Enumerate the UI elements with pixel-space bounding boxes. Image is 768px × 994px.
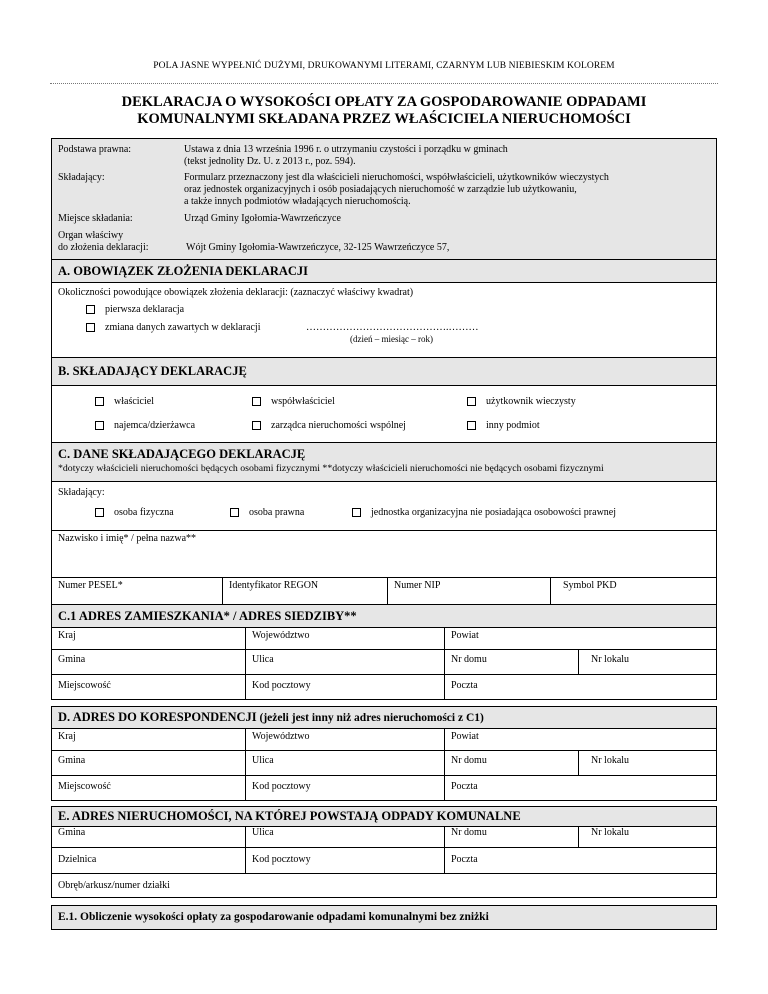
option-label: najemca/dzierżawca: [114, 420, 196, 431]
checkbox-icon[interactable]: [230, 508, 239, 517]
checkbox-icon[interactable]: [467, 397, 476, 406]
c1-miejscowosc-field[interactable]: [51, 674, 246, 700]
e-nr-lokalu-field[interactable]: [578, 826, 717, 848]
option-wlasciciel[interactable]: [95, 396, 154, 407]
section-a-intro: Okoliczności powodujące obowiązek złożenia deklaracji: (zaznaczyć właściwy kwadrat): [58, 287, 414, 298]
podstawa-line-1: Ustawa z dnia 13 września 1996 r. o utrzymaniu czystości i porządku w gminach: [184, 144, 508, 155]
field-label: Ulica: [252, 654, 274, 665]
option-label: jednostka organizacyjna nie posiadająca osobowości prawnej: [371, 507, 617, 518]
section-e1-header: [51, 905, 717, 930]
checkbox-icon[interactable]: [467, 421, 476, 430]
c1-kod-field[interactable]: [245, 674, 445, 700]
d-ulica-field[interactable]: [245, 750, 445, 776]
field-label: Kraj: [58, 630, 76, 641]
name-label: Nazwisko i imię* / pełna nazwa**: [58, 533, 197, 544]
podstawa-label: Podstawa prawna:: [58, 144, 132, 155]
field-label: Gmina: [58, 755, 86, 766]
nip-field[interactable]: [387, 577, 551, 605]
field-label: Nr lokalu: [591, 755, 630, 766]
skladajacy-line-2: oraz jednostek organizacyjnych i osób posiadających nieruchomość w zarządzie lub użytkowaniu,: [184, 184, 577, 195]
section-e1-title: E.1. Obliczenie wysokości opłaty za gospodarowanie odpadami komunalnymi bez zniżki: [58, 911, 489, 923]
option-label: zmiana danych zawartych w deklaracji: [105, 322, 261, 333]
miejsce-label: Miejsce składania:: [58, 213, 133, 224]
field-label: Gmina: [58, 654, 86, 665]
option-label: właściciel: [114, 396, 154, 407]
field-label: Nr domu: [451, 755, 487, 766]
field-label: Powiat: [451, 731, 479, 742]
e-dzielnica-field[interactable]: [51, 847, 246, 874]
organ-value: Wójt Gminy Igołomia-Wawrzeńczyce, 32-125 Wawrzeńczyce 57,: [186, 242, 450, 253]
d-kod-field[interactable]: [245, 775, 445, 801]
d-gmina-field[interactable]: [51, 750, 246, 776]
field-label: Dzielnica: [58, 854, 97, 865]
option-osoba-fizyczna[interactable]: [95, 507, 174, 518]
skladajacy-line-3: a także innych podmiotów władających nieruchomością.: [184, 196, 411, 207]
option-inny-podmiot[interactable]: [467, 420, 540, 431]
checkbox-icon[interactable]: [86, 305, 95, 314]
e-poczta-field[interactable]: [444, 847, 717, 874]
option-pierwsza-deklaracja[interactable]: [86, 304, 184, 315]
field-label: Kod pocztowy: [252, 854, 311, 865]
c1-wojewodztwo-field[interactable]: [245, 627, 445, 650]
c1-poczta-field[interactable]: [444, 674, 717, 700]
checkbox-icon[interactable]: [95, 508, 104, 517]
option-jednostka-organizacyjna[interactable]: [352, 507, 616, 518]
field-label: Nr domu: [451, 827, 487, 838]
c1-powiat-field[interactable]: [444, 627, 717, 650]
checkbox-icon[interactable]: [95, 421, 104, 430]
c1-kraj-field[interactable]: [51, 627, 246, 650]
name-field[interactable]: [51, 530, 717, 578]
option-wspolwlasciciel[interactable]: [252, 396, 335, 407]
d-wojewodztwo-field[interactable]: [245, 728, 445, 751]
c1-nr-domu-field[interactable]: [444, 649, 579, 675]
e-obreb-field[interactable]: [51, 873, 717, 898]
section-c1-header: [51, 604, 717, 628]
c1-nr-lokalu-field[interactable]: [578, 649, 717, 675]
field-label: Kod pocztowy: [252, 781, 311, 792]
field-label: Kraj: [58, 731, 76, 742]
field-label: Nr lokalu: [591, 654, 630, 665]
title-line-2: KOMUNALNYMI SKŁADANA PRZEZ WŁAŚCICIELA NIERUCHOMOŚCI: [137, 111, 631, 127]
top-instruction: POLA JASNE WYPEŁNIĆ DUŻYMI, DRUKOWANYMI LITERAMI, CZARNYM LUB NIEBIESKIM KOLOREM: [153, 61, 615, 71]
field-label: Województwo: [252, 731, 310, 742]
field-label: Nr domu: [451, 654, 487, 665]
pkd-field[interactable]: [550, 577, 717, 605]
field-label: Nr lokalu: [591, 827, 630, 838]
field-label: Województwo: [252, 630, 310, 641]
e-kod-field[interactable]: [245, 847, 445, 874]
regon-field[interactable]: [222, 577, 388, 605]
organ-label-2: do złożenia deklaracji:: [58, 242, 149, 253]
option-label: zarządca nieruchomości wspólnej: [271, 420, 406, 431]
field-label: Gmina: [58, 827, 86, 838]
field-label: Poczta: [451, 854, 478, 865]
option-label: osoba prawna: [249, 507, 305, 518]
option-osoba-prawna[interactable]: [230, 507, 304, 518]
miejsce-value: Urząd Gminy Igołomia-Wawrzeńczyce: [184, 213, 341, 224]
option-uzytkownik-wieczysty[interactable]: [467, 396, 576, 407]
checkbox-icon[interactable]: [252, 397, 261, 406]
section-c1-title: C.1 ADRES ZAMIESZKANIA* / ADRES SIEDZIBY**: [58, 609, 357, 623]
c1-gmina-field[interactable]: [51, 649, 246, 675]
section-e-title: E. ADRES NIERUCHOMOŚCI, NA KTÓREJ POWSTAJĄ ODPADY KOMUNALNE: [58, 809, 521, 823]
option-label: pierwsza deklaracja: [105, 304, 185, 315]
option-najemca[interactable]: [95, 420, 195, 431]
skladajacy-label-c: Składający:: [58, 487, 105, 498]
pesel-label: Numer PESEL*: [58, 580, 123, 591]
section-b-title: B. SKŁADAJĄCY DEKLARACJĘ: [58, 364, 247, 378]
section-e-header: [51, 806, 717, 827]
e-nr-domu-field[interactable]: [444, 826, 579, 848]
section-c-note: *dotyczy właścicieli nieruchomości będących osobami fizycznymi **dotyczy właścicieli nieruchomości nie będących osobami fizycznymi: [58, 463, 604, 474]
option-zarzadca[interactable]: [252, 420, 406, 431]
d-nr-domu-field[interactable]: [444, 750, 579, 776]
option-zmiana-danych[interactable]: [86, 322, 260, 333]
option-label: współwłaściciel: [271, 396, 335, 407]
section-d-title: D. ADRES DO KORESPONDENCJI: [58, 710, 257, 724]
section-d-header: [51, 706, 717, 729]
section-b-header: [51, 357, 717, 386]
field-label: Poczta: [451, 680, 478, 691]
organ-label-1: Organ właściwy: [58, 230, 124, 241]
dotted-divider: [50, 83, 718, 84]
section-a-title: A. OBOWIĄZEK ZŁOŻENIA DEKLARACJI: [58, 264, 309, 278]
field-label: Miejscowość: [58, 680, 111, 691]
d-poczta-field[interactable]: [444, 775, 717, 801]
document-title: [60, 94, 708, 128]
d-miejscowosc-field[interactable]: [51, 775, 246, 801]
checkbox-icon[interactable]: [95, 397, 104, 406]
option-label: użytkownik wieczysty: [486, 396, 576, 407]
section-b-body: [51, 385, 717, 443]
e-ulica-field[interactable]: [245, 826, 445, 848]
e-gmina-field[interactable]: [51, 826, 246, 848]
section-c-header: [51, 442, 717, 482]
section-a-header: [51, 259, 717, 283]
option-label: inny podmiot: [486, 420, 540, 431]
checkbox-icon[interactable]: [86, 323, 95, 332]
podstawa-line-2: (tekst jednolity Dz. U. z 2013 r., poz. 594).: [184, 156, 356, 167]
field-label: Poczta: [451, 781, 478, 792]
nip-label: Numer NIP: [394, 580, 441, 591]
date-dots-field[interactable]: …………………………………….………: [306, 322, 479, 333]
field-label: Obręb/arkusz/numer działki: [58, 880, 170, 891]
checkbox-icon[interactable]: [352, 508, 361, 517]
field-label: Kod pocztowy: [252, 680, 311, 691]
section-c-skladajacy-body: [51, 481, 717, 531]
field-label: Ulica: [252, 827, 274, 838]
d-kraj-field[interactable]: [51, 728, 246, 751]
pesel-field[interactable]: [51, 577, 223, 605]
title-line-1: DEKLARACJA O WYSOKOŚCI OPŁATY ZA GOSPODAROWANIE ODPADAMI: [121, 94, 647, 110]
d-powiat-field[interactable]: [444, 728, 717, 751]
field-label: Miejscowość: [58, 781, 111, 792]
field-label: Powiat: [451, 630, 479, 641]
regon-label: Identyfikator REGON: [229, 580, 319, 591]
skladajacy-line-1: Formularz przeznaczony jest dla właścicieli nieruchomości, współwłaścicieli, użytkowników wieczystych: [184, 172, 609, 183]
date-hint: (dzień – miesiąc – rok): [350, 334, 433, 344]
section-c-title: C. DANE SKŁADAJĄCEGO DEKLARACJĘ: [58, 447, 306, 461]
section-d-title-suffix: (jeżeli jest inny niż adres nieruchomości z C1): [256, 712, 484, 724]
field-label: Ulica: [252, 755, 274, 766]
checkbox-icon[interactable]: [252, 421, 261, 430]
skladajacy-label: Składający:: [58, 172, 105, 183]
pkd-label: Symbol PKD: [563, 580, 617, 591]
d-nr-lokalu-field[interactable]: [578, 750, 717, 776]
option-label: osoba fizyczna: [114, 507, 174, 518]
c1-ulica-field[interactable]: [245, 649, 445, 675]
